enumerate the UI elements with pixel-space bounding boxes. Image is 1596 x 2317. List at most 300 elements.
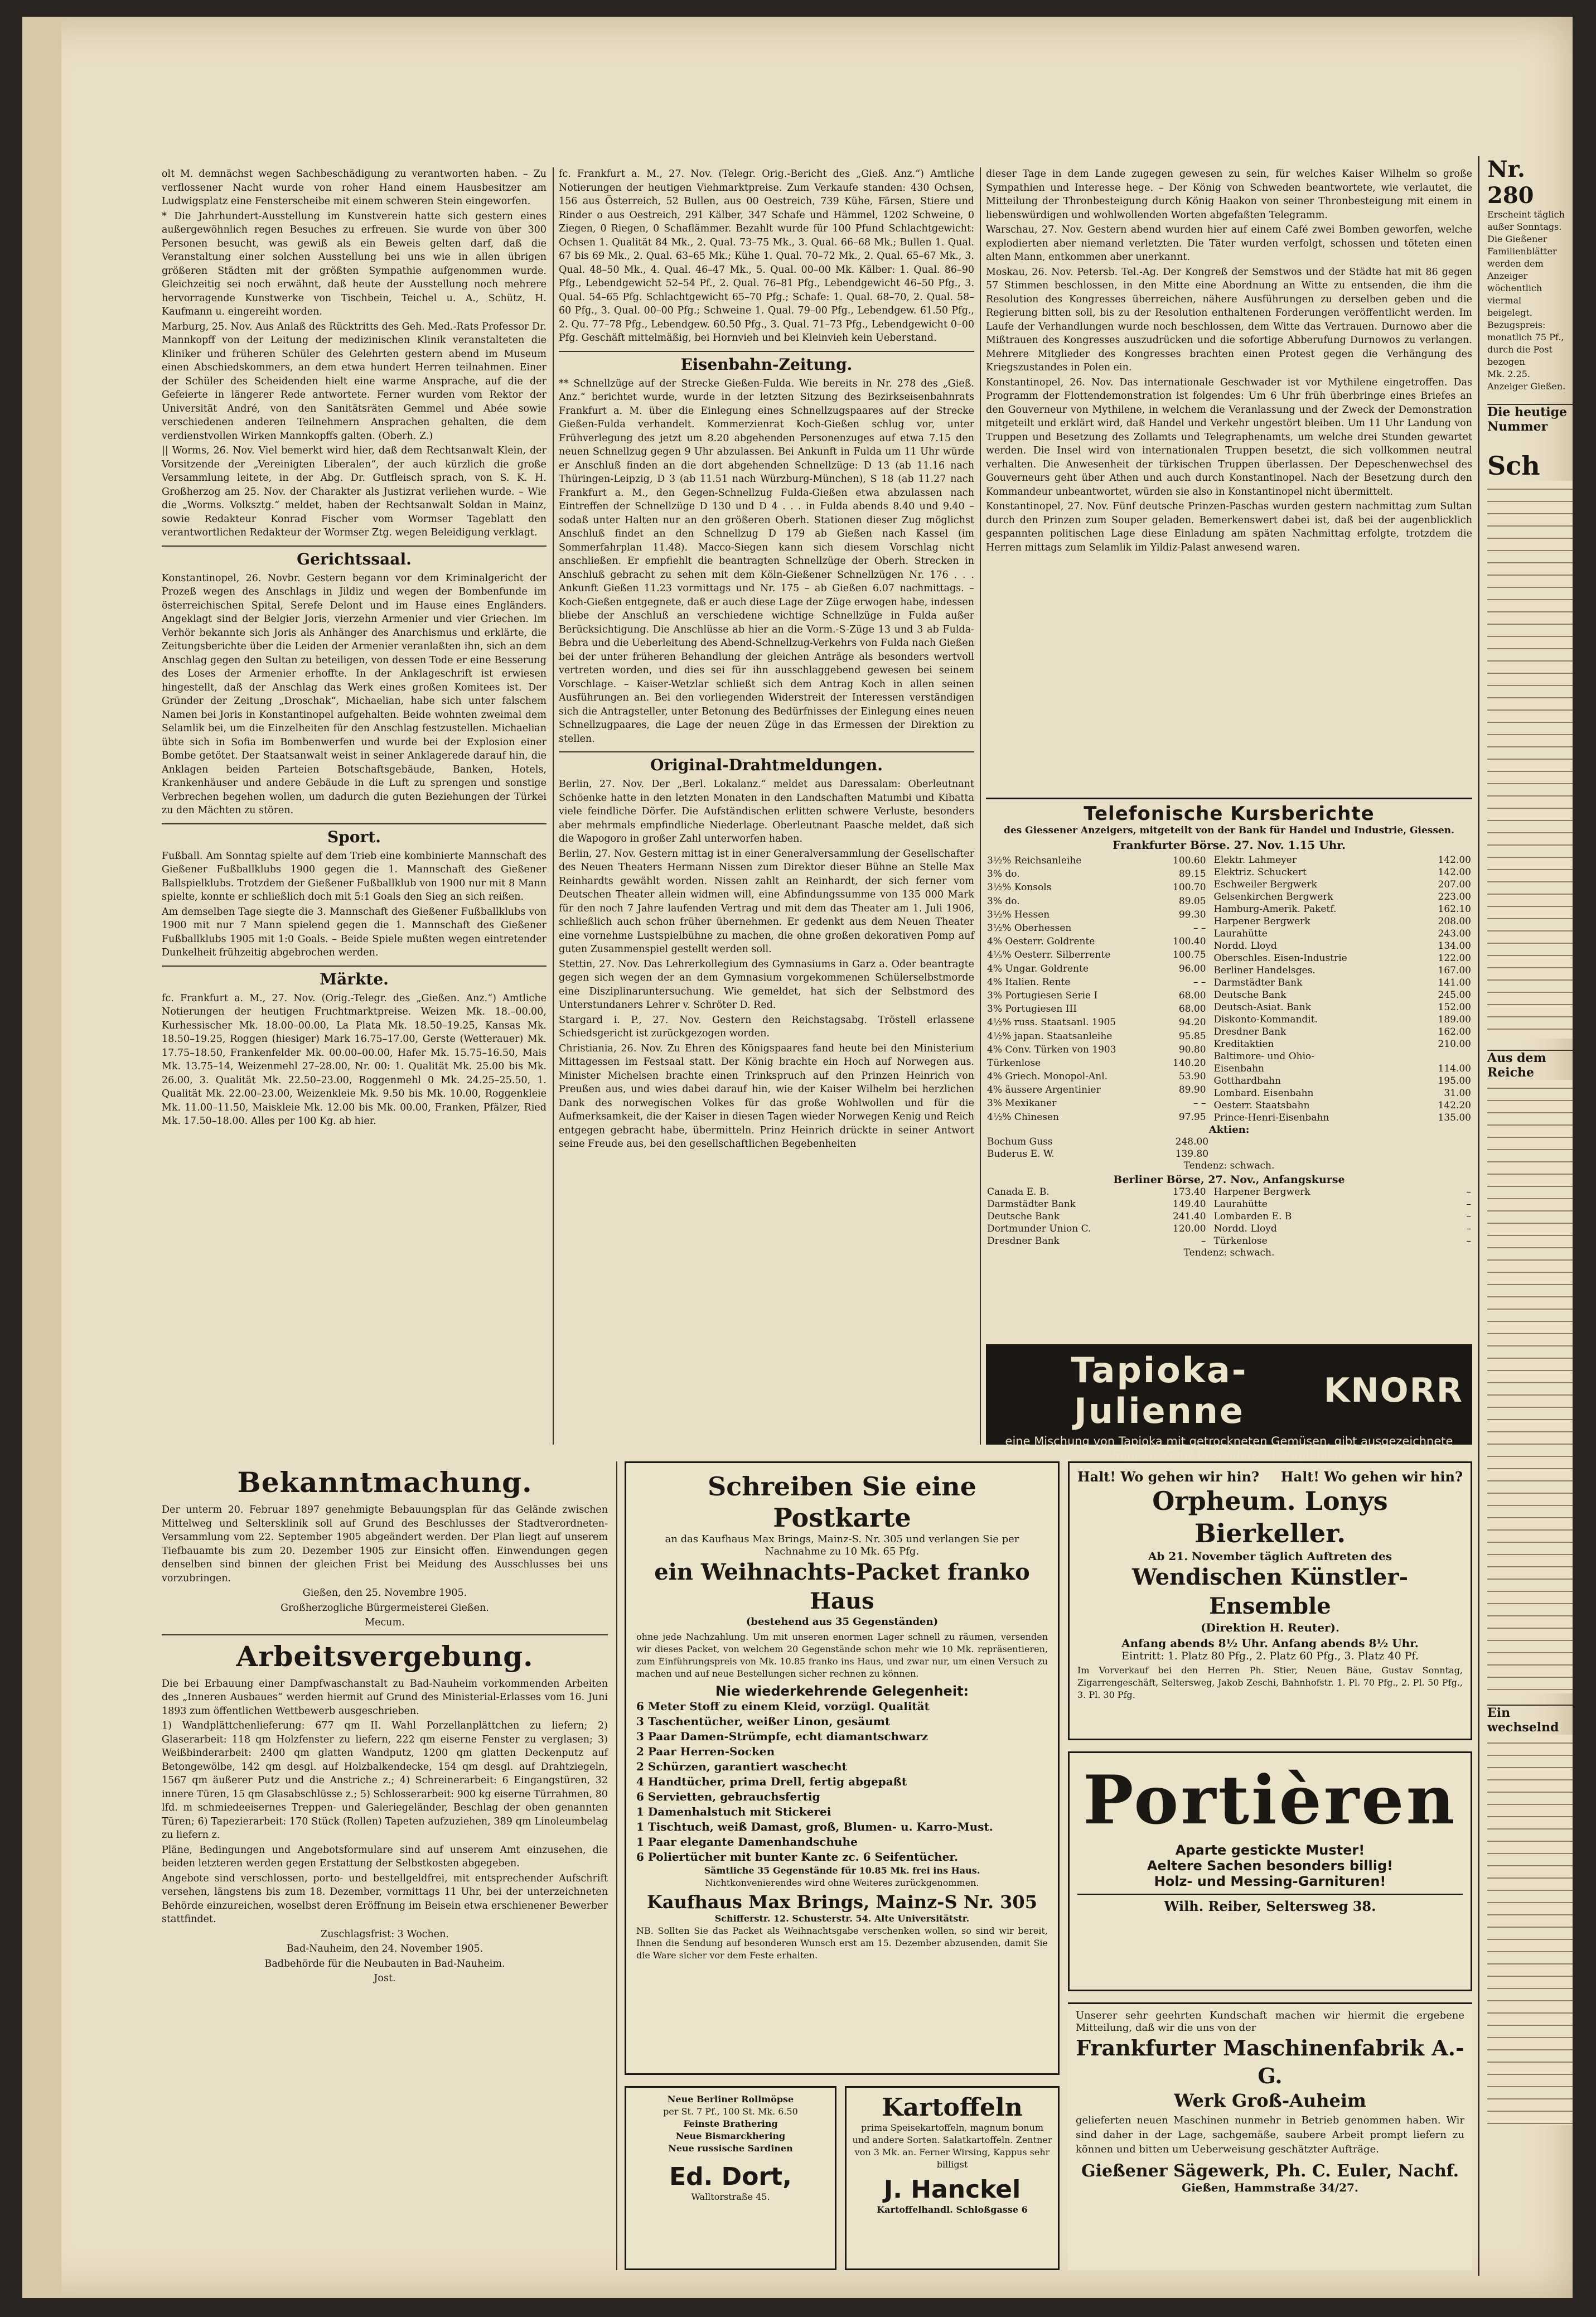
postkarte-item: 6 Servietten, gebrauchsfertig xyxy=(636,1790,820,1803)
security-name: Deutsch-Asiat. Bank xyxy=(1213,1002,1312,1013)
security-name: 3% do. xyxy=(987,868,1020,880)
kurs-row xyxy=(1213,928,1472,940)
kursberichte xyxy=(986,798,1472,1258)
kurs-row xyxy=(986,962,1207,976)
rollmoepse-line: Neue russische Sardinen xyxy=(668,2143,793,2154)
security-price: 189.00 xyxy=(1438,1014,1471,1025)
security-price: 248.00 xyxy=(1175,1136,1209,1147)
column-rule xyxy=(980,167,981,1445)
kurs-row xyxy=(986,895,1207,908)
tendenz: Tendenz: schwach. xyxy=(1183,1247,1275,1258)
security-name: Elektr. Lahmeyer xyxy=(1213,855,1297,866)
notice-line: Badbehörde für die Neubauten in Bad-Nauheim. xyxy=(264,1958,505,1970)
security-name: Nordd. Lloyd xyxy=(1213,1223,1277,1234)
security-name: 4% Griech. Monopol-Anl. xyxy=(987,1071,1108,1083)
security-price: 162.10 xyxy=(1438,904,1471,915)
ad-maschinenfabrik xyxy=(1068,2002,1472,2270)
kurs-row xyxy=(1213,1112,1472,1124)
kurs-row xyxy=(986,1136,1210,1148)
masthead-line: Bezugspreis: xyxy=(1487,320,1546,330)
notice-paragraph: Der unterm 20. Februar 1897 genehmigte Bebauungsplan für das Gelände zwischen Mittelweg und Seltersklinik soll auf Grund des Beschlusses der Stadtverordneten-Versammlung vom 22. September 1905 abgeändert werden. Der Plan liegt auf unserem Tiefbauamte bis zum 20. Dezember 1905 zur Einsicht offen. Einwendungen gegen denselben sind binnen der gleichen Frist bei Meidung des Ausschlusses bei uns vorzubringen. xyxy=(162,1504,608,1584)
column-rule xyxy=(553,167,554,1445)
security-price: 162.00 xyxy=(1438,1026,1471,1037)
kurs-row xyxy=(986,1186,1207,1198)
security-name: 3½% Konsols xyxy=(987,882,1052,894)
masthead-line: außer Sonntags. xyxy=(1487,221,1562,232)
kartoffeln-shop: J. Hanckel xyxy=(883,2175,1021,2204)
security-name: Gotthardbahn xyxy=(1213,1075,1281,1087)
newspaper-page xyxy=(22,17,1573,2298)
security-price: – – xyxy=(1193,923,1206,934)
kurs-row xyxy=(1213,1099,1472,1112)
ad-orpheum xyxy=(1068,1461,1472,1740)
kurs-row xyxy=(1213,891,1472,903)
section-heading-eisenbahn: Eisenbahn-Zeitung. xyxy=(559,351,974,374)
ad-portieren xyxy=(1068,1751,1472,1991)
security-name: 3% Portugiesen III xyxy=(987,1003,1077,1015)
postkarte-item: 6 Meter Stoff zu einem Kleid, vorzügl. Qualität xyxy=(636,1700,930,1713)
security-name: 4% Italien. Rente xyxy=(987,976,1071,988)
column-3 xyxy=(986,167,1472,1445)
notice-line: Jost. xyxy=(374,1973,396,1984)
notices-column xyxy=(162,1461,608,2270)
kurs-row xyxy=(1213,903,1472,915)
portieren-line: Aparte gestickte Muster! xyxy=(1175,1842,1365,1858)
ad-kartoffeln xyxy=(845,2086,1060,2270)
kurs-row xyxy=(1213,1063,1472,1075)
postkarte-tagline: Nie wiederkehrende Gelegenheit: xyxy=(715,1683,969,1699)
kartoffeln-address: Kartoffelhandl. Schloßgasse 6 xyxy=(877,2204,1028,2215)
kurs-row xyxy=(1213,1087,1472,1099)
orpheum-prices: Eintritt: 1. Platz 80 Pfg., 2. Platz 60 Pfg., 3. Platz 40 Pf. xyxy=(1121,1650,1419,1662)
section-heading-drahtmeldungen: Original-Drahtmeldungen. xyxy=(559,751,974,774)
postkarte-item: 1 Tischtuch, weiß Damast, groß, Blumen- u. Karro-Must. xyxy=(636,1820,993,1833)
security-name: Hamburg-Amerik. Paketf. xyxy=(1213,904,1337,915)
security-price: 245.00 xyxy=(1438,989,1471,1001)
security-price: 97.95 xyxy=(1178,1111,1206,1123)
kurs-row xyxy=(986,854,1207,867)
security-name: 4% Conv. Türken von 1903 xyxy=(987,1044,1116,1055)
kurs-row xyxy=(1213,1026,1472,1038)
kurs-row xyxy=(986,1235,1207,1247)
postkarte-shop: Kaufhaus Max Brings, Mainz-S Nr. 305 xyxy=(647,1891,1037,1913)
frankfurt-left-table xyxy=(986,854,1207,1124)
security-price: 152.00 xyxy=(1438,1002,1471,1013)
security-name: Harpener Bergwerk xyxy=(1213,1186,1310,1198)
postkarte-product: ein Weihnachts-Packet franko Haus xyxy=(654,1559,1030,1614)
kurs-row xyxy=(986,881,1207,894)
article-paragraph: fc. Frankfurt a. M., 27. Nov. (Orig.-Telegr. des „Gießen. Anz.“) Amtliche Notierungen der heutigen Fruchtmarktpreise. Weizen Mk. 18.–00.00, Kurhessischer Mk. 18.00–00.00, La Plata Mk. 18.50–19.25, Kansas Mk. 18.50–19.25, Roggen (hiesiger) Mark 16.75–17.00, Gerste (Wetterauer) Mk. 17.75–18.50, Frankenfelder Mk. 00.00–00.00, Hafer Mk. 15.75–16.50, Mais Mk. 13.75–14, Weizenmehl 27–28.00, Nr. 00: 1. Qualität Mk. 25.00 bis Mk. 26.00, 3. Qualität Mk. 22.50–23.00, Roggenmehl 0 Mk. 24.25–25.50, 1. Qualität Mk. 22.00–23.00, Weizenkleie Mk. 9.50 bis Mk. 10.00, Roggenkleie Mk. 11.00–11.50, Maiskleie Mk. 12.00 bis Mk. 00.00, Franken, Pfälzer, Ried Mk. 17.50–18.00. Alles per 100 Kg. ab hier. xyxy=(162,992,546,1127)
postkarte-item: 1 Paar elegante Damenhandschuhe xyxy=(636,1835,858,1848)
security-name: Darmstädter Bank xyxy=(1213,977,1303,988)
kurs-row xyxy=(1213,952,1472,964)
postkarte-item: 6 Poliertücher mit bunter Kante zc. 6 Seifentücher. xyxy=(636,1850,959,1864)
security-price: – – xyxy=(1193,976,1206,988)
notice-name: Mecum. xyxy=(365,1617,405,1628)
maschinen-firm: Gießener Sägewerk, Ph. C. Euler, Nachf. xyxy=(1081,2161,1459,2181)
berlin-right-table xyxy=(1213,1186,1472,1247)
maschinen-intro: Unserer sehr geehrten Kundschaft machen wir hiermit die ergebene Mitteilung, daß wir die uns von der xyxy=(1076,2010,1464,2034)
postkarte-item: 3 Taschentücher, weißer Linon, gesäumt xyxy=(636,1715,891,1728)
maschinen-address: Gießen, Hammstraße 34/27. xyxy=(1182,2181,1358,2194)
article-paragraph: Fußball. Am Sonntag spielte auf dem Trieb eine kombinierte Mannschaft des Gießener Fußballklubs 1900 gegen die 1. Mannschaft des Gießener Ballspielklubs. Trotzdem der Gießener Fußballklub von 1900 nur mit 8 Mann spielte, konnte er schließlich doch mit 5:1 Goals den Sieg an sich reißen. xyxy=(162,850,546,902)
security-price: 96.00 xyxy=(1178,963,1206,974)
security-name: Canada E. B. xyxy=(987,1186,1050,1198)
postkarte-item: 2 Schürzen, garantiert waschecht xyxy=(636,1760,847,1773)
next-text xyxy=(1487,1735,1573,2125)
security-price: 100.75 xyxy=(1173,949,1206,961)
security-name: Nordd. Lloyd xyxy=(1213,940,1277,952)
rollmoepse-line: Neue Berliner Rollmöpse xyxy=(667,2094,794,2104)
security-price: 95.85 xyxy=(1178,1030,1206,1042)
article-paragraph: Marburg, 25. Nov. Aus Anlaß des Rücktritts des Geh. Med.-Rats Professor Dr. Mannkopff von der Leitung der medizinischen Klinik veranstalteten die Kliniker und früheren Schüler des Gelehrten gestern abend im Museum einen Abschiedskommers, an dem etwa hundert Herren teilnahmen. Einer der Schüler des Scheidenden hielt eine warme Ansprache, auf die der Gefeierte in längerer Rede antwortete. Ferner wurden vom Rektor der Universität André, von den Sanitätsräten Gemmel und Abée sowie verschiedenen anderen Teilnehmern Ansprachen gehalten, die dem verdienstvollen Wirken Mannkopffs galten. (Oberh. Z.) xyxy=(162,321,546,442)
orpheum-call-right: Halt! Wo gehen wir hin? xyxy=(1280,1469,1463,1485)
maschinen-werk: Werk Groß-Auheim xyxy=(1174,2090,1366,2111)
security-price xyxy=(1419,1050,1472,1063)
kurs-row xyxy=(1213,866,1472,878)
security-price: – – xyxy=(1193,1098,1206,1109)
security-name: 3% Mexikaner xyxy=(987,1098,1057,1109)
postkarte-item: 1 Damenhalstuch mit Stickerei xyxy=(636,1805,831,1818)
postkarte-headline: Schreiben Sie eine Postkarte xyxy=(708,1471,976,1533)
next-page-edge xyxy=(1478,156,1573,2276)
orpheum-presale: Im Vorverkauf bei den Herren Ph. Stier, Neuen Bäue, Gustav Sonntag, Zigarrengeschäft, Seltersweg, Jakob Zeschi, Bahnhofstr. 1. Pl. 70 Pfg., 2. Pl. 50 Pfg., 3. Pl. 30 Pfg. xyxy=(1077,1665,1463,1700)
kurs-row xyxy=(1213,940,1472,952)
notice-paragraph: Angebote sind verschlossen, porto- und bestellgeldfrei, mit entsprechender Aufschrift versehen, längstens bis zum 18. Dezember, vormittags 11 Uhr, bei der unterzeichneten Behörde einzureichen, woselbst deren Eröffnung im Beisein etwa erschienener Bewerber stattfindet. xyxy=(162,1872,608,1925)
security-name: Baltimore- und Ohio- xyxy=(1213,1051,1315,1062)
kurs-row xyxy=(1213,1038,1472,1050)
kurs-row xyxy=(986,1043,1207,1056)
security-price: 135.00 xyxy=(1438,1112,1471,1123)
security-price: 141.00 xyxy=(1438,977,1471,988)
notice-paragraph: Die bei Erbauung einer Dampfwaschanstalt zu Bad-Nauheim vorkommenden Arbeiten des „Inneren Ausbaues“ werden hiermit auf Grund des Ministerial-Erlasses vom 16. Juni 1893 zum öffentlichen Wettbewerb ausgeschrieben. xyxy=(162,1678,608,1717)
security-price: – xyxy=(1466,1223,1471,1234)
security-name: Buderus E. W. xyxy=(987,1148,1055,1160)
security-name: 3½% Oberhessen xyxy=(987,923,1072,934)
security-price: – xyxy=(1466,1199,1471,1210)
kurs-row xyxy=(1213,878,1472,891)
orpheum-ensemble: Wendischen Künstler-Ensemble xyxy=(1131,1564,1409,1619)
security-name: Diskonto-Kommandit. xyxy=(1213,1014,1318,1025)
frankfurt-right-table xyxy=(1213,854,1472,1124)
security-name: Elektriz. Schuckert xyxy=(1213,867,1307,878)
security-price: 140.20 xyxy=(1173,1057,1206,1069)
security-name: 4% Ungar. Goldrente xyxy=(987,963,1089,974)
security-price: 207.00 xyxy=(1438,879,1471,890)
kurs-row xyxy=(986,1223,1207,1235)
ad-tapioka xyxy=(986,1344,1472,1461)
kurs-row xyxy=(1213,915,1472,928)
security-name: Dresdner Bank xyxy=(987,1235,1060,1247)
next-text xyxy=(1487,481,1573,1039)
postkarte-item: 3 Paar Damen-Strümpfe, echt diamantschwarz xyxy=(636,1730,928,1743)
kurs-row xyxy=(1213,1210,1472,1223)
security-price: 89.15 xyxy=(1178,868,1206,880)
security-price: 149.40 xyxy=(1173,1199,1206,1210)
postkarte-item: 2 Paar Herren-Socken xyxy=(636,1745,775,1758)
article-paragraph: Stargard i. P., 27. Nov. Gestern den Reichstagsabg. Tröstell erlassene Schiedsgericht ist zurückgezogen worden. xyxy=(559,1014,974,1039)
aktien-table xyxy=(986,1136,1210,1160)
page-left-margin xyxy=(22,17,61,2298)
orpheum-times: Anfang abends 8½ Uhr. Anfang abends 8½ Uhr. xyxy=(1121,1637,1419,1650)
article-paragraph: Konstantinopel, 26. Nov. Das internationale Geschwader ist vor Mythilene eingetroffen. Das Programm der Flottendemonstration ist folgendes: Um 6 Uhr früh überbringe eines Briefes an den Gouverneur von Mythilene, in welchem die Veranlassung und der Zweck der Demonstration mitgeteilt und erklärt wird, daß Handel und Verkehr ungestört bleiben. Um 11 Uhr Landung von Truppen und Besetzung des Zollamts und Telegraphenamts, um welche drei Stunden gewartet werden. Die Insel wird von internationalen Truppen besetzt, die sich vollkommen neutral verhalten. Die Anwesenheit der türkischen Truppen überlassen. Der Depeschenwechsel des Gouverneurs geht über Athen und auch durch Konstantinopel. Nach der Besetzung durch den Kommandeur unbeantwortet, würden sie also in Konstantinopel nicht übermittelt. xyxy=(986,376,1472,498)
kurs-row xyxy=(1213,1001,1472,1013)
security-name: Gelsenkirchen Bergwerk xyxy=(1213,891,1333,902)
col1-intro xyxy=(162,167,546,540)
security-name: Lombard. Eisenbahn xyxy=(1213,1088,1314,1099)
article-paragraph: Konstantinopel, 26. Novbr. Gestern begann vor dem Kriminalgericht der Prozeß wegen des Anschlags in Jildiz und wegen der Bombenfunde im österreichischen Spital, Serefe Delont und im Hause eines Engländers. Angeklagt sind der Belgier Joris, vierzehn Armenier und vier Griechen. Im Verhör bekannte sich Joris als Anhänger des Anarchismus und erklärte, die Zeitungsberichte über die Leiden der Armenier veranlaßten ihn, sich an dem Anschlag gegen den Sultan zu beteiligen, von dessen Tode er eine Besserung des Loses der Armenier erhoffte. In der Anklageschrift ist erwiesen hingestellt, daß der Anschlag das Werk eines großen Komitees ist. Der Gründer der Zeitung „Droschak“, Michaelian, habe sich unter falschem Namen bei Joris in Konstantinopel aufgehalten. Beide wohnten zweimal dem Selamlik bei, um die Einzelheiten für den Anschlag festzustellen. Michaelian übte sich in Sofia im Bombenwerfen und wurde bei der Explosion einer Bombe getötet. Der Staatsanwalt weist in seiner Anklagerede darauf hin, die Anklagen beiden Parteien Botschaftsgebäude, Banken, Hotels, Krankenhäuser und andere Gebäude in die Luft zu sprengen und sonstige Verbrechen begehen wollen, um dadurch die guten Beziehungen der Türkei zu den Mächten zu stören. xyxy=(162,572,546,816)
security-name: 3½% Hessen xyxy=(987,909,1050,920)
column-2 xyxy=(559,167,974,1445)
security-price: 89.05 xyxy=(1178,895,1206,907)
security-price: 167.00 xyxy=(1438,965,1471,976)
kurs-row xyxy=(986,1111,1207,1124)
security-price: – xyxy=(1466,1186,1471,1198)
security-name: 4½% Chinesen xyxy=(987,1111,1059,1123)
orpheum-sub: Ab 21. November täglich Auftreten des xyxy=(1148,1550,1392,1563)
kurs-row xyxy=(986,976,1207,989)
security-name: Deutsche Bank xyxy=(987,1211,1060,1222)
kurs-row xyxy=(986,1002,1207,1016)
tapioka-text: eine Mischung von Tapioka mit getrockneten Gemüsen, gibt ausgezeichnete Suppen. Ganz besonders zu empfehlen. xyxy=(1005,1435,1453,1461)
portieren-shop: Wilh. Reiber, Seltersweg 38. xyxy=(1077,1894,1463,1914)
kurs-row xyxy=(1213,1075,1472,1087)
security-price: 90.80 xyxy=(1178,1044,1206,1055)
section-heading-sport: Sport. xyxy=(162,823,546,846)
orpheum-direction: (Direktion H. Reuter). xyxy=(1201,1621,1339,1634)
kurs-row xyxy=(986,1198,1207,1210)
security-price: 142.20 xyxy=(1438,1100,1471,1111)
security-price: – xyxy=(1201,1235,1206,1247)
kurs-row xyxy=(986,1097,1207,1110)
article-paragraph: Am demselben Tage siegte die 3. Mannschaft des Gießener Fußballklubs von 1900 mit nur 7 Mann spielend gegen die 1. Mannschaft des Gießener Fußballklubs 1905 mit 1:0 Goals. – Beide Spiele mußten wegen eintretender Dunkelheit frühzeitig abgebrochen werden. xyxy=(162,906,546,958)
article-paragraph: || Worms, 26. Nov. Viel bemerkt wird hier, daß dem Rechtsanwalt Klein, der Vorsitzende der „Vereinigten Liberalen“, der auch kürzlich die große Versammlung leitete, in der Abg. Dr. Gutfleisch sprach, von S. K. H. Großherzog am 25. Nov. der Charakter als Justizrat verliehen wurde. – Wie die „Worms. Volksztg.“ meldet, haben der Rechtsanwalt Soldan in Mainz, sowie Redakteur Konrad Fischer vom Wormser Tageblatt den verantwortlichen Redakteur der Wormser Ztg. wegen Beleidigung verklagt. xyxy=(162,445,546,538)
security-name: 3% do. xyxy=(987,895,1020,907)
security-name: Laurahütte xyxy=(1213,1199,1268,1210)
notice-signature: Großherzogliche Bürgermeisterei Gießen. xyxy=(280,1602,489,1614)
masthead-line: Mk. 2.25. xyxy=(1487,369,1530,379)
kurs-subtitle: des Giessener Anzeigers, mitgeteilt von der Bank für Handel und Industrie, Giessen. xyxy=(1003,825,1455,836)
security-name: Eschweiler Bergwerk xyxy=(1213,879,1317,890)
aktien-heading: Aktien: xyxy=(1208,1124,1250,1136)
security-name: Bochum Guss xyxy=(987,1136,1053,1147)
security-price: – xyxy=(1466,1235,1471,1247)
tapioka-title: Tapioka-Julienne xyxy=(1071,1350,1248,1431)
next-heading: Ein wechselnd xyxy=(1487,1705,1573,1735)
notice-line: Bad-Nauheim, den 24. November 1905. xyxy=(286,1943,483,1954)
security-price: 68.00 xyxy=(1178,989,1206,1001)
postkarte-body: ohne jede Nachzahlung. Um mit unseren enormen Lager schnell zu räumen, versenden wir dieses Packet, von welchem 20 Gegenstände schon mehr wie 10 Mk. repräsentieren, zum Einführungspreis von Mk. 10.85 franko ins Haus, und zwar nur, um einen Versuch zu machen und auf neue Bestellungen sicher rechnen zu können. xyxy=(636,1631,1048,1679)
kurs-row xyxy=(1213,1050,1472,1063)
postkarte-intro: an das Kaufhaus Max Brings, Mainz-S. Nr. 305 und verlangen Sie per Nachnahme zu 10 Mk. 65 Pfg. xyxy=(665,1533,1019,1557)
security-price: 223.00 xyxy=(1438,891,1471,902)
security-name: 4⅕% Oesterr. Silberrente xyxy=(987,949,1111,961)
rollmoepse-line: Feinste Brathering xyxy=(683,2118,778,2129)
security-name: Türkenlose xyxy=(987,1057,1041,1069)
masthead-line: durch die Post bezogen xyxy=(1487,344,1553,367)
security-name: Prince-Henri-Eisenbahn xyxy=(1213,1112,1329,1123)
security-price: 89.90 xyxy=(1178,1084,1206,1096)
security-name: Oberschles. Eisen-Industrie xyxy=(1213,953,1347,964)
masthead-line: monatlich 75 Pf., xyxy=(1487,332,1564,342)
article-paragraph: Warschau, 27. Nov. Gestern abend wurden hier auf einem Café zwei Bomben geworfen, welche explodierten aber niemand verletzten. Die Täter wurden verfolgt, schossen und töteten einen alten Mann, entkommen aber unerkannt. xyxy=(986,224,1472,263)
knorr-logo: KNORR xyxy=(1323,1371,1463,1410)
security-price: 94.20 xyxy=(1178,1017,1206,1029)
next-text xyxy=(1487,1080,1573,1693)
security-name: 3½% Reichsanleihe xyxy=(987,855,1082,867)
article-paragraph: Berlin, 27. Nov. Der „Berl. Lokalanz.“ meldet aus Daressalam: Oberleutnant Schöenke hatte in den letzten Monaten in den Landschaften Matumbi und Kibatta viele feindliche Dörfer. Die Aufständischen erlitten schwere Verluste, besonders aber mehrmals empfindliche Niederlage. Oberleutnant Paasche meldet, daß sich die Wapogoro in großer Zahl unterworfen haben. xyxy=(559,779,974,844)
col3-news xyxy=(986,167,1472,798)
kurs-row xyxy=(1213,1223,1472,1235)
ad-postkarte xyxy=(625,1461,1060,2075)
next-heading: Aus dem Reiche xyxy=(1487,1050,1573,1080)
postkarte-address: Schifferstr. 12. Schusterstr. 54. Alte Universitätstr. xyxy=(714,1913,970,1924)
security-price: 99.30 xyxy=(1178,909,1206,920)
kurs-row xyxy=(1213,964,1472,977)
masthead-line: beigelegt. xyxy=(1487,307,1532,318)
kurs-row xyxy=(986,1083,1207,1097)
masthead-line: Die Gießener Familienblätter xyxy=(1487,234,1557,257)
security-price: 243.00 xyxy=(1438,928,1471,939)
security-name: Dresdner Bank xyxy=(1213,1026,1287,1037)
security-name: Oesterr. Staatsbahn xyxy=(1213,1100,1310,1111)
portieren-line: Holz- und Messing-Garnituren! xyxy=(1154,1874,1386,1889)
orpheum-name: Orpheum. Lonys Bierkeller. xyxy=(1152,1486,1388,1548)
security-price: 142.00 xyxy=(1438,855,1471,866)
security-name: Dortmunder Union C. xyxy=(987,1223,1091,1234)
security-price: 100.40 xyxy=(1173,936,1206,948)
kurs-title: Telefonische Kursberichte xyxy=(1084,803,1375,825)
postkarte-nb: NB. Sollten Sie das Packet als Weihnachtsgabe verschenken wollen, so sind wir bereit, Ihnen die Sendung auf besonderen Wunsch erst am 15. Dezember abzusenden, damit Sie die Ware sicher vor dem Feste erhalten. xyxy=(636,1925,1048,1961)
column-1 xyxy=(162,167,546,1445)
kurs-row xyxy=(1213,1198,1472,1210)
section-heading-maerkte: Märkte. xyxy=(162,966,546,988)
postkarte-item: 4 Handtücher, prima Drell, fertig abgepaßt xyxy=(636,1775,907,1788)
security-price: 122.00 xyxy=(1438,953,1471,964)
article-paragraph: Konstantinopel, 27. Nov. Fünf deutsche Prinzen-Paschas wurden gestern nachmittag zum Sultan durch den Prinzen zum Souper geladen. Bemerkenswert dabei ist, daß bei der augenblicklich gespannten politischen Lage diese Einladung am späten Nachmittag erfolgte, trotzdem die Herren mittags zum Selamlik im Yildiz-Palast anwesend waren. xyxy=(986,501,1472,553)
security-price: 173.40 xyxy=(1173,1186,1206,1198)
column-rule xyxy=(616,1461,617,2270)
next-heading: Sch xyxy=(1487,451,1540,481)
frankfurt-heading: Frankfurter Börse. 27. Nov. 1.15 Uhr. xyxy=(1113,838,1346,852)
security-price: 195.00 xyxy=(1438,1075,1471,1087)
kurs-row xyxy=(986,1070,1207,1083)
security-price: – xyxy=(1466,1211,1471,1222)
portieren-line: Aeltere Sachen besonders billig! xyxy=(1147,1858,1394,1874)
article-paragraph: Stettin, 27. Nov. Das Lehrerkollegium des Gymnasiums in Garz a. Oder beantragte gegen sich wegen der an dem Gymnasium vorgekommenen Schülerselbstmorde eine Disziplinaruntersuchung. Wie gemeldet, hat sich der Selbstmord des Unterstundaners Lehrer v. Schröter D. Red. xyxy=(559,958,974,1011)
orpheum-call-left: Halt! Wo gehen wir hin? xyxy=(1077,1469,1260,1485)
security-name: Lombarden E. B xyxy=(1213,1211,1292,1222)
security-name: Berliner Handelsges. xyxy=(1213,965,1316,976)
berlin-left-table xyxy=(986,1186,1207,1247)
security-name: 4½% japan. Staatsanleihe xyxy=(987,1030,1113,1042)
masthead-info xyxy=(1487,209,1573,393)
masthead-line: wöchentlich viermal xyxy=(1487,283,1542,306)
paper-number: Nr. 280 xyxy=(1487,156,1534,209)
portieren-title: Portièren xyxy=(1083,1761,1457,1840)
masthead-line: Erscheint täglich xyxy=(1487,209,1565,220)
article-paragraph: Berlin, 27. Nov. Gestern mittag ist in einer Generalversammlung der Gesellschafter des Neuen Theaters Hermann Nissen zum Direktor dieser Bühne an Stelle Max Reinhardts gewählt worden. Nissen zahlt an Reinhardt, der sich ferner vom Deutschen Theater allein widmen will, eine Abfindungssumme von 135 000 Mark für den noch 7 Jahre laufenden Vertrag und mit dem das Theater am 1. Juli 1906, schließlich auch schon früher übernehmen. Er gedenkt aus dem Neuen Theater eine vornehme Lustspielbühne zu machen, die ohne großen dekorativen Pomp auf guten Zusammenspiel gestellt werden soll. xyxy=(559,848,974,955)
kurs-row xyxy=(986,867,1207,881)
kurs-row xyxy=(986,935,1207,948)
security-name: Harpener Bergwerk xyxy=(1213,916,1310,927)
kurs-row xyxy=(1213,1235,1472,1247)
tendenz: Tendenz: schwach. xyxy=(1183,1160,1275,1171)
postkarte-total: Sämtliche 35 Gegenstände für 10.85 Mk. frei ins Haus. xyxy=(704,1865,980,1876)
maschinen-name: Frankfurter Maschinenfabrik A.-G. xyxy=(1076,2035,1464,2088)
security-price: 114.00 xyxy=(1438,1063,1471,1074)
berlin-heading: Berliner Börse, 27. Nov., Anfangskurse xyxy=(1113,1174,1345,1186)
kurs-row xyxy=(1213,1013,1472,1026)
security-price: 100.60 xyxy=(1173,855,1206,867)
notice-paragraph: 1) Wandplättchenlieferung: 677 qm II. Wahl Porzellanplättchen zu liefern; 2) Glaserarbeit: 118 qm Holzfenster zu liefern, 222 qm eiserne Fenster zu verglasen; 3) Weißbinderarbeit: 2400 qm glatten Wandputz, 1200 qm glatten Deckenputz auf Betongewölbe, 142 qm desgl. auf Holzbalkendecke, 154 qm desgl. auf Drahtziegeln, 1567 qm äußerer Putz und die Anstriche z.; 4) Schreinerarbeit: 6 Eingangstüren, 32 innere Türen, 15 qm Glasabschlüsse z.; 5) Schlosserarbeit: 900 kg eiserne Türrahmen, 80 lfd. m schmiedeeisernes Treppen- und Galeriegeländer, Beschlag der oben genannten Türen; 6) Tapezierarbeit: 170 Stück (Rollen) Tapeten aufzuziehen, 389 qm Linoleumbelag zu liefern z. xyxy=(162,1720,608,1841)
kurs-row xyxy=(986,1056,1207,1070)
security-name: Darmstädter Bank xyxy=(987,1199,1076,1210)
postkarte-items xyxy=(636,1699,1048,1865)
security-price: 68.00 xyxy=(1178,1003,1206,1015)
masthead-line: werden dem Anzeiger xyxy=(1487,258,1544,281)
heading-bekanntmachung: Bekanntmachung. xyxy=(237,1466,533,1499)
rollmoepse-line: Neue Bismarckhering xyxy=(675,2131,786,2141)
article-paragraph: Christiania, 26. Nov. Zu Ehren des Königspaares fand heute bei den Ministerium Mittagessen im Festsaal statt. Der König brachte ein Hoch auf Norwegen aus. Minister Michelsen brachte einen Trinkspruch auf den Prinzen Heinrich von Preußen aus, und wies dabei darauf hin, wie der Kaiser Wilhelm bei herzlichen Dank des norwegischen Volkes für das große Wohlwollen und für die Aufmerksamkeit, die der Kaiser in diesen Tagen wieder Norwegen Kenig und Reich entgegen gebracht habe, übermitteln. Prinz Heinrich drückte in seiner Antwort seine Freude aus, bei den gesellschaftlichen Begebenheiten xyxy=(559,1042,974,1150)
security-price: 31.00 xyxy=(1444,1088,1471,1099)
security-price: 208.00 xyxy=(1438,916,1471,927)
berlin-table xyxy=(986,1186,1472,1247)
article-paragraph: Moskau, 26. Nov. Petersb. Tel.-Ag. Der Kongreß der Semstwos und der Städte hat mit 86 gegen 57 Stimmen beschlossen, in den Mitte eine Abordnung an Witte zu entsenden, die ihm die Resolution des Kongresses überreichen, nähere Ausführungen zu derselben geben und die Regierung bitten soll, bis zu der Resolution enthaltenen Forderungen veröffentlicht werden. Im Laufe der Verhandlungen wurde noch beschlossen, dem Witte das Vertrauen. Durnowo aber die Mißtrauen des Kongresses auszudrücken und die sofortige Abberufung Durnowos zu verlangen. Mehrere Mitglieder des Kongresses brachten einen Protest gegen die Verhängung des Kriegszustandes in Polen ein. xyxy=(986,266,1472,373)
security-price: 120.00 xyxy=(1173,1223,1206,1234)
masthead-line: Anzeiger Gießen. xyxy=(1487,381,1566,392)
security-name: Laurahütte xyxy=(1213,928,1268,939)
security-price: 134.00 xyxy=(1438,940,1471,952)
kurs-row xyxy=(986,921,1207,935)
security-price: 53.90 xyxy=(1178,1071,1206,1083)
security-name: 4% äussere Argentinier xyxy=(987,1084,1101,1096)
rollmoepse-shop: Ed. Dort, xyxy=(669,2162,792,2191)
kurs-row xyxy=(1213,1186,1472,1198)
kurs-row xyxy=(986,1029,1207,1042)
heading-arbeitsvergebung: Arbeitsvergebung. xyxy=(236,1639,534,1673)
kurs-row xyxy=(986,1210,1207,1223)
postkarte-subtitle: (bestehend aus 35 Gegenständen) xyxy=(746,1616,939,1628)
rollmoepse-street: Walltorstraße 45. xyxy=(691,2192,770,2202)
kurs-row xyxy=(986,948,1207,962)
notice-date: Gießen, den 25. Novembre 1905. xyxy=(302,1587,467,1599)
ad-rollmoepse xyxy=(625,2086,836,2270)
section-heading-gerichtssaal: Gerichtssaal. xyxy=(162,546,546,568)
article-paragraph: fc. Frankfurt a. M., 27. Nov. (Telegr. Orig.-Bericht des „Gieß. Anz.“) Amtliche Notierungen der heutigen Viehmarktpreise. Zum Verkaufe standen: 430 Ochsen, 156 aus Österreich, 52 Bullen, aus 00 Oestreich, 739 Kühe, Färsen, Stiere und Rinder o aus Oestreich, 291 Kälber, 347 Schafe und Hämmel, 1202 Schweine, 0 Ziegen, 0 Riegen, 0 Schaflämmer. Bezahlt wurde für 100 Pfund Schlachtgewicht: Ochsen 1. Qualität 84 Mk., 2. Qual. 73–75 Mk., 3. Qual. 66–68 Mk.; Bullen 1. Qual. 67 bis 69 Mk., 2. Qual. 63–65 Mk.; Kühe 1. Qual. 70–72 Mk., 2. Qual. 65–67 Mk., 3. Qual. 48–50 Mk., 4. Qual. 46–47 Mk., 5. Qual. 00–00 Mk. Kälber: 1. Qual. 86–90 Pfg., Lebendgewicht 52–54 Pf., 2. Qual. 76–81 Pfg., Lebendgewicht 46–50 Pfg., 3. Qual. 54–65 Pfg. Schlachtgewicht 65–70 Pfg.; Schafe: 1. Qual. 68–70, 2. Qual. 58–60 Pfg., 3. Qual. 00–00 Pfg.; Schweine 1. Qual. 79–00 Pfg., Lebendgew. 61.50 Pfg., 2. Qu. 77–78 Pfg., Lebendgew. 60.50 Pfg., 3. Qual. 71–73 Pfg., Lebendgewicht 0–00 Pfg. Geschäft mittelmäßig, bei Hornvieh und bei Kleinvieh kein Ueberstand. xyxy=(559,168,974,344)
kurs-row xyxy=(986,1016,1207,1029)
security-name: 4% Oesterr. Goldrente xyxy=(987,936,1095,948)
security-price: 142.00 xyxy=(1438,867,1471,878)
page-content xyxy=(162,167,1472,2270)
kurs-row xyxy=(1213,854,1472,866)
article-paragraph: ** Schnellzüge auf der Strecke Gießen-Fulda. Wie bereits in Nr. 278 des „Gieß. Anz.“ berichtet wurde, wurde in der letzten Sitzung des Bezirkseisenbahnrats Frankfurt a. M. über die Einlegung eines Schnellzugspaares auf der Strecke Gießen-Fulda verhandelt. Kommerzienrat Koch-Gießen schlug vor, unter Frühverlegung des jetzt um 8.20 abgehenden Personenzuges auf etwa 7.15 den neuen Schnellzug gegen 9 Uhr abzulassen. Bei Ankunft in Fulda um 11 Uhr würde er Anschluß finden an die dort abgehenden Schnellzüge: D 13 (ab 11.16 nach Thüringen-Leipzig, D 3 (ab 11.51 nach Würzburg-München), S 18 (ab 11.27 nach Frankfurt a. M., den Gegen-Schnellzug Fulda-Gießen etwa abzulassen nach Eintreffen der Schnellzüge D 130 und D 4 . . . in Fulda abends 8.40 und 9.40 – sodaß unter Halten nur an den größeren Oberh. Stationen dieser Zug möglichst Anschluß findet an den Schnellzug D 179 ab Gießen nach Kassel (im Sommerfahrplan 11.48). Macco-Siegen kann sich diesem Vorschlag nicht anschließen. Er empfiehlt die beantragten Schnellzüge der Oberh. Strecken in Anschluß gebracht zu sehen mit dem Köln-Gießener Schnellzügen Nr. 176 . . . Ankunft Gießen 11.23 vormittags und Nr. 175 – ab Gießen 6.07 nachmittags. – Koch-Gießen entgegnete, daß er auch diese Lage der Züge erwogen habe, indessen bliebe der Anschluß an verschiedene wichtige Schnellzüge in Fulda außer Berücksichtigung. Die Anschlüsse ab hier an die Vorm.-S-Züge 13 und 3 ab Fulda-Bebra und die Ueberleitung des Abend-Schnellzug-Verkehrs von Fulda nach Gießen bei der unter früheren Behandlung der gleichen Anträge als besonders wertvoll vertreten worden, und dies sei für ihn ausschlaggebend gewesen bei seinem Vorschlage. – Kaiser-Wetzlar schließt sich dem Antrag Koch in allen seinen Ausführungen an. Bei den vorliegenden Widerstreit der Interessen verständigen sich die Antragsteller, unter Betonung des Bedürfnisses der Einlegung eines neuen Schnellzugpaares, die Lage der neuen Züge in das Ermessen der Direktion zu stellen. xyxy=(559,378,974,745)
frankfurt-table xyxy=(986,854,1472,1124)
security-name: 3% Portugiesen Serie I xyxy=(987,989,1098,1001)
kurs-row xyxy=(986,1148,1210,1160)
next-heading: Die heutige Nummer xyxy=(1487,404,1573,434)
security-price: 241.40 xyxy=(1173,1211,1206,1222)
security-price: 100.70 xyxy=(1173,882,1206,894)
kartoffeln-title: Kartoffeln xyxy=(882,2093,1023,2122)
kurs-row xyxy=(1213,989,1472,1001)
security-name: Deutsche Bank xyxy=(1213,989,1287,1001)
security-name: Kreditaktien xyxy=(1213,1039,1274,1050)
kurs-row xyxy=(986,908,1207,921)
postkarte-note: Nichtkonvenierendes wird ohne Weiteres zurückgenommen. xyxy=(705,1877,979,1888)
security-price: 210.00 xyxy=(1438,1039,1471,1050)
notice-paragraph: Pläne, Bedingungen und Angebotsformulare sind auf unserem Amt einzusehen, die beiden letzteren werden gegen Erstattung der Selbstkosten abgegeben. xyxy=(162,1844,608,1869)
